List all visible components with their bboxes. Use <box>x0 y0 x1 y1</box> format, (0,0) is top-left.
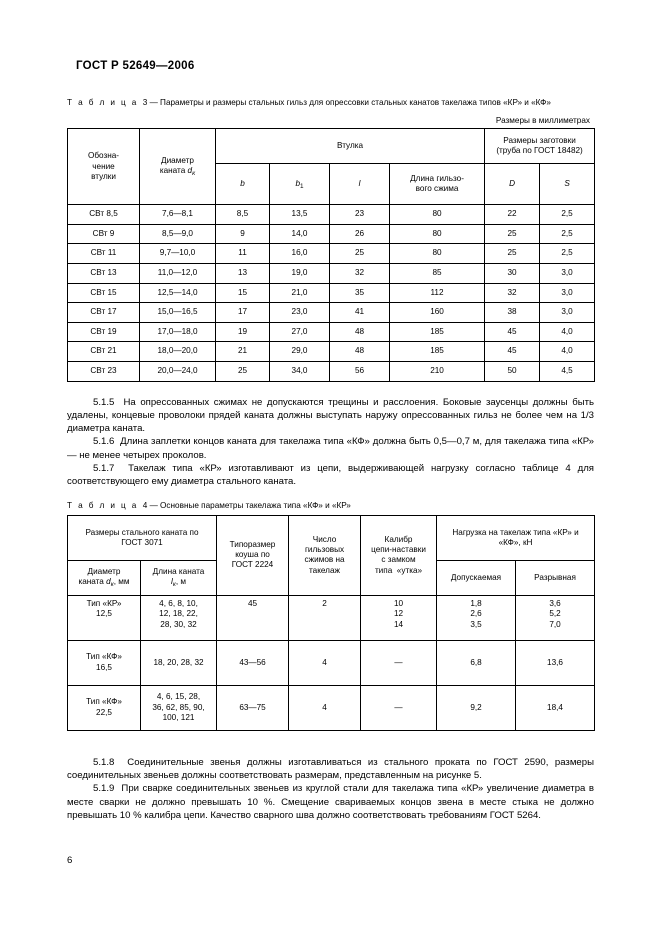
table4-caption-number: 4 <box>142 500 148 510</box>
table3-cell-S: 3,0 <box>540 263 595 283</box>
table3-caption-label: Т а б л и ц а <box>67 98 139 107</box>
table4-cell-dlina: 18, 20, 28, 32 <box>141 640 217 685</box>
table3-cell-dlina: 85 <box>390 263 485 283</box>
table3-cell-S: 4,5 <box>540 361 595 381</box>
table3-cell-oboznachenie: СВт 19 <box>68 322 140 342</box>
table3-cell-diametr: 20,0—24,0 <box>140 361 216 381</box>
paragraph-5-1-6 <box>67 435 594 462</box>
table4-group-razmery-kanata-label: Размеры стального каната по ГОСТ 3071 <box>85 527 199 547</box>
table-row <box>68 244 595 264</box>
table3-header-row-1 <box>68 129 595 164</box>
paragraph-5-1-8 <box>67 756 594 783</box>
table3-cell-oboznachenie: СВт 17 <box>68 303 140 323</box>
table3-cell-oboznachenie: СВт 11 <box>68 244 140 264</box>
table4-cell-kalibr: 10 12 14 <box>361 595 437 640</box>
table3-cell-l: 23 <box>330 205 390 225</box>
table3-caption-text: — Параметры и размеры стальных гильз для опрессовки стальных канатов такелажа типов «КР» и «КФ» <box>149 98 551 107</box>
table-row <box>68 205 595 225</box>
table3-cell-diametr: 7,6—8,1 <box>140 205 216 225</box>
table-row <box>68 361 595 381</box>
table3-cell-b: 21 <box>216 342 270 362</box>
table3-cell-S: 3,0 <box>540 303 595 323</box>
table4-cell-dopuskaemaya: 6,8 <box>437 640 516 685</box>
table4-cell-chislo: 2 <box>289 595 361 640</box>
table3-cell-dlina: 112 <box>390 283 485 303</box>
table4-cell-razryvnaya: 3,6 5,2 7,0 <box>516 595 595 640</box>
paragraph-5-1-5-number: 5.1.5 <box>93 396 115 408</box>
table3-cell-b: 25 <box>216 361 270 381</box>
table3-cell-b1: 34,0 <box>270 361 330 381</box>
table-row <box>68 595 595 640</box>
table4-cell-kalibr: — <box>361 685 437 730</box>
table4-col-dopuskaemaya: Допускаемая <box>437 560 516 595</box>
table3-body <box>68 205 595 381</box>
table4-cell-kalibr: — <box>361 640 437 685</box>
table3-caption-number: 3 <box>142 98 148 107</box>
table3-group-vtulka: Втулка <box>216 129 485 164</box>
table3-col-dlina-gilzovogo-label: Длина гильзо- вого сжима <box>410 174 464 194</box>
table3-cell-dlina: 80 <box>390 205 485 225</box>
table4-col-razryvnaya: Разрывная <box>516 560 595 595</box>
table3-cell-l: 48 <box>330 342 390 362</box>
table4-group-nagruzka <box>437 515 595 560</box>
table4-col-kalibr-label: Калибр цепи-наставки с замком типа «утка» <box>371 534 426 575</box>
paragraph-5-1-9-text: При сварке соединительных звеньев из круглой стали для такелажа типа «КР» увеличение диаметра в месте сварки не должно превышать 10 %. Смещение свариваемых концов звена в месте стыка не должно превышать 10 % калибра цепи. Качество сварного шва должно соответствовать требованиям ГОСТ 5264. <box>67 783 594 822</box>
paragraph-5-1-9-number: 5.1.9 <box>93 783 115 795</box>
table4-cell-dlina: 4, 6, 15, 28, 36, 62, 85, 90, 100, 121 <box>141 685 217 730</box>
table4-group-nagruzka-label: Нагрузка на такелаж типа «КР» и «КФ», кН <box>452 527 579 547</box>
table3-cell-D: 25 <box>485 244 540 264</box>
table3-cell-l: 56 <box>330 361 390 381</box>
table3-cell-D: 32 <box>485 283 540 303</box>
table3-cell-b1: 16,0 <box>270 244 330 264</box>
table4-cell-tip: Тип «КФ» 22,5 <box>68 685 141 730</box>
paragraph-5-1-7-number: 5.1.7 <box>93 463 115 475</box>
table3-cell-b1: 21,0 <box>270 283 330 303</box>
table4 <box>67 515 595 731</box>
page-number: 6 <box>67 855 73 866</box>
table3-cell-b: 19 <box>216 322 270 342</box>
paragraph-5-1-8-number: 5.1.8 <box>93 756 115 768</box>
table3-cell-D: 22 <box>485 205 540 225</box>
table4-col-chislo-szhimov-label: Число гильзовых сжимов на такелаж <box>304 534 345 575</box>
table4-col-tiporazmer-label: Типоразмер коуша по ГОСТ 2224 <box>229 540 276 570</box>
table3-cell-b: 13 <box>216 263 270 283</box>
table3-col-l: l <box>330 164 390 205</box>
table-row <box>68 303 595 323</box>
table3-cell-D: 45 <box>485 342 540 362</box>
table3-cell-D: 25 <box>485 224 540 244</box>
table-row <box>68 263 595 283</box>
table3-cell-oboznachenie: СВт 9 <box>68 224 140 244</box>
paragraphs-middle <box>67 396 594 489</box>
table3-col-diametr-label: Диаметр каната $d_к$ <box>159 156 196 178</box>
table3-cell-D: 50 <box>485 361 540 381</box>
table4-cell-razryvnaya: 18,4 <box>516 685 595 730</box>
page-content <box>67 97 594 822</box>
table3-cell-l: 35 <box>330 283 390 303</box>
table3-caption <box>67 97 594 109</box>
table3-cell-oboznachenie: СВт 21 <box>68 342 140 362</box>
table-row <box>68 342 595 362</box>
table3-cell-S: 2,5 <box>540 224 595 244</box>
paragraph-5-1-9 <box>67 782 594 822</box>
table3-cell-diametr: 9,7—10,0 <box>140 244 216 264</box>
table3-col-b1: $b_1$ <box>270 164 330 205</box>
table3-cell-b: 15 <box>216 283 270 303</box>
table3-cell-S: 3,0 <box>540 283 595 303</box>
table4-caption <box>67 500 594 512</box>
paragraph-5-1-7 <box>67 462 594 489</box>
table4-col-dlina-kanata-label: Длина каната $l_к$, м <box>152 567 205 589</box>
table-row <box>68 322 595 342</box>
table4-cell-dopuskaemaya: 1,8 2,6 3,5 <box>437 595 516 640</box>
table-row <box>68 224 595 244</box>
paragraph-5-1-5 <box>67 396 594 436</box>
table3-cell-b1: 27,0 <box>270 322 330 342</box>
table4-col-chislo-szhimov <box>289 515 361 595</box>
table4-cell-chislo: 4 <box>289 685 361 730</box>
table4-cell-tiporazmer: 63—75 <box>217 685 289 730</box>
table4-body <box>68 595 595 730</box>
table4-group-razmery-kanata <box>68 515 217 560</box>
table3-cell-dlina: 185 <box>390 342 485 362</box>
paragraph-5-1-5-text: На опрессованных сжимах не допускаются трещины и расслоения. Боковые заусенцы должны быть удалены, концевые проволоки прядей каната должны выступать наружу опрессованных гильз не более чем на 1/3 диаметра каната. <box>67 396 594 435</box>
table3-cell-oboznachenie: СВт 15 <box>68 283 140 303</box>
table3-cell-oboznachenie: СВт 23 <box>68 361 140 381</box>
table3-cell-S: 4,0 <box>540 342 595 362</box>
table4-col-diametr-kanata-label: Диаметр каната $d_к$, мм <box>78 567 130 589</box>
table3-cell-diametr: 15,0—16,5 <box>140 303 216 323</box>
table4-cell-dopuskaemaya: 9,2 <box>437 685 516 730</box>
table4-caption-label: Т а б л и ц а <box>67 500 139 510</box>
table3-cell-D: 38 <box>485 303 540 323</box>
table4-caption-text: — Основные параметры такелажа типа «КФ» и «КР» <box>149 500 351 510</box>
table3-group-zagotovka-label: Размеры заготовки (труба по ГОСТ 18482) <box>496 136 583 156</box>
table3-col-S: S <box>540 164 595 205</box>
table3-cell-b1: 13,5 <box>270 205 330 225</box>
table3-col-oboznachenie <box>68 129 140 205</box>
table4-cell-tiporazmer: 45 <box>217 595 289 640</box>
table4-header-row-1 <box>68 515 595 560</box>
table-row <box>68 283 595 303</box>
table3-cell-dlina: 210 <box>390 361 485 381</box>
table3-cell-b1: 19,0 <box>270 263 330 283</box>
table-row <box>68 640 595 685</box>
table3-cell-b: 11 <box>216 244 270 264</box>
table3-cell-oboznachenie: СВт 13 <box>68 263 140 283</box>
table3-cell-diametr: 11,0—12,0 <box>140 263 216 283</box>
table3-col-oboznachenie-label: Обозна- чение втулки <box>87 151 120 181</box>
table3-cell-dlina: 80 <box>390 244 485 264</box>
table4-cell-tiporazmer: 43—56 <box>217 640 289 685</box>
table3-cell-oboznachenie: СВт 8,5 <box>68 205 140 225</box>
running-head: ГОСТ Р 52649—2006 <box>76 60 195 72</box>
table3-group-zagotovka <box>485 129 595 164</box>
table-row <box>68 685 595 730</box>
table3-cell-b1: 29,0 <box>270 342 330 362</box>
table3-cell-diametr: 17,0—18,0 <box>140 322 216 342</box>
table3-cell-diametr: 8,5—9,0 <box>140 224 216 244</box>
table4-col-dlina-kanata <box>141 560 217 595</box>
table3-cell-S: 2,5 <box>540 205 595 225</box>
paragraph-5-1-8-text: Соединительные звенья должны изготавливаться из стального проката по ГОСТ 2590, размеры соединительных звеньев должны соответствовать размерам, представленным на рисунке 5. <box>67 756 594 782</box>
table3-cell-diametr: 18,0—20,0 <box>140 342 216 362</box>
table4-cell-tip: Тип «КФ» 16,5 <box>68 640 141 685</box>
table3-cell-b1: 14,0 <box>270 224 330 244</box>
table3-cell-l: 41 <box>330 303 390 323</box>
table3-cell-b: 9 <box>216 224 270 244</box>
table3-cell-S: 2,5 <box>540 244 595 264</box>
table4-col-kalibr <box>361 515 437 595</box>
paragraph-5-1-6-text: Длина заплетки концов каната для такелажа типа «КФ» должна быть 0,5—0,7 м, для такелажа типа «КР» — не менее четырех проколов. <box>67 436 594 461</box>
paragraph-5-1-6-number: 5.1.6 <box>93 436 115 448</box>
table3-col-b: b <box>216 164 270 205</box>
paragraphs-bottom <box>67 756 594 822</box>
table3-cell-b: 17 <box>216 303 270 323</box>
table3-cell-D: 45 <box>485 322 540 342</box>
table3 <box>67 128 595 381</box>
table3-cell-l: 26 <box>330 224 390 244</box>
table3-cell-b: 8,5 <box>216 205 270 225</box>
table4-col-diametr-kanata <box>68 560 141 595</box>
table4-cell-chislo: 4 <box>289 640 361 685</box>
table3-cell-D: 30 <box>485 263 540 283</box>
table3-cell-dlina: 80 <box>390 224 485 244</box>
table3-cell-dlina: 185 <box>390 322 485 342</box>
table4-cell-razryvnaya: 13,6 <box>516 640 595 685</box>
table3-col-dlina-gilzovogo <box>390 164 485 205</box>
table3-cell-l: 48 <box>330 322 390 342</box>
table3-cell-l: 32 <box>330 263 390 283</box>
table4-cell-dlina: 4, 6, 8, 10, 12, 18, 22, 28, 30, 32 <box>141 595 217 640</box>
table3-cell-b1: 23,0 <box>270 303 330 323</box>
table4-col-tiporazmer <box>217 515 289 595</box>
table4-cell-tip: Тип «КР» 12,5 <box>68 595 141 640</box>
paragraph-5-1-7-text: Такелаж типа «КР» изготавливают из цепи, выдерживающей нагрузку согласно таблице 4 для соответствующего ему диаметра стального каната. <box>67 463 594 488</box>
table3-cell-l: 25 <box>330 244 390 264</box>
table3-cell-diametr: 12,5—14,0 <box>140 283 216 303</box>
table3-cell-dlina: 160 <box>390 303 485 323</box>
table3-cell-S: 4,0 <box>540 322 595 342</box>
table3-units-note: Размеры в миллиметрах <box>495 116 590 126</box>
table3-col-D: D <box>485 164 540 205</box>
table3-col-diametr <box>140 129 216 205</box>
